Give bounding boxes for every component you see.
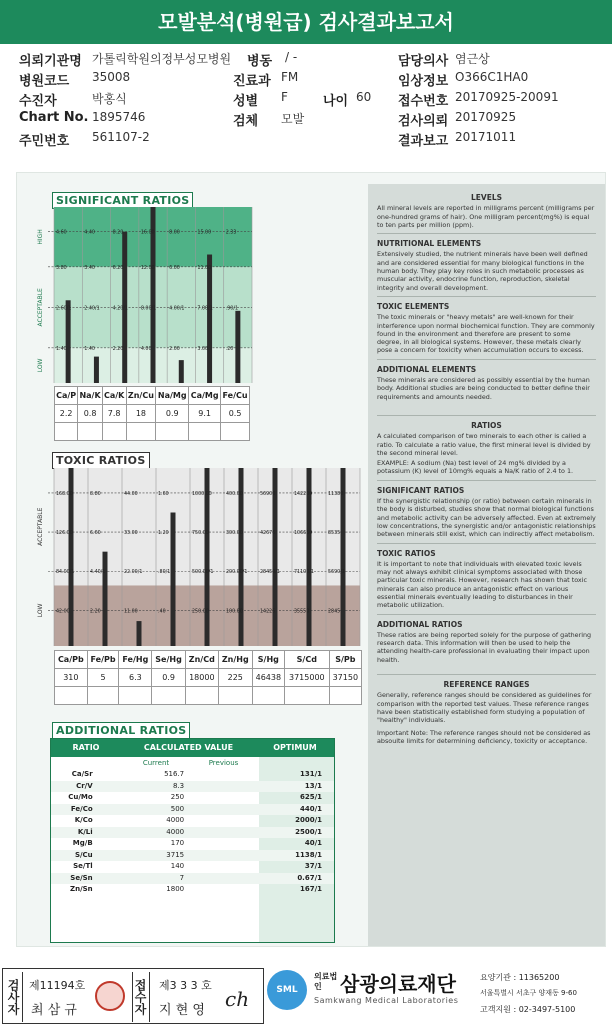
ratio-previous-cell	[87, 687, 119, 705]
signature: ch	[225, 987, 250, 1011]
ratio-header: RATIO	[72, 743, 100, 752]
age-label: 나이	[323, 94, 349, 109]
ratio-category: Na/K	[78, 387, 103, 405]
ratio-name: Fe/Co	[70, 804, 93, 813]
approver-name: 지 현 영	[159, 1003, 205, 1018]
ratio-category: Zn/Hg	[218, 651, 252, 669]
ratio-value: 0.8	[78, 405, 103, 423]
approver-number: 제3 3 3 호	[159, 979, 212, 992]
clinical-label: 임상정보	[398, 74, 449, 89]
ratio-category: Ca/Pb	[55, 651, 88, 669]
ratio-previous-cell	[126, 423, 156, 441]
band-label: LOW	[37, 603, 44, 618]
additional-ratios-title: ADDITIONAL RATIOS	[52, 722, 190, 739]
ratio-value: 0.5	[221, 405, 250, 423]
scale-label: 16.00	[140, 230, 155, 236]
org-prefix: 의료법인	[314, 972, 338, 991]
scale-label: 33.00	[124, 531, 138, 537]
ratio-value: 2.2	[55, 405, 78, 423]
current-value: 140	[170, 862, 185, 870]
previous-value	[190, 873, 254, 885]
scale-label: 15.00	[197, 230, 212, 236]
scale-label: 4.00	[140, 346, 152, 352]
current-value: 1800	[166, 885, 185, 893]
ratio-name: Cr/V	[76, 781, 93, 790]
scale-label: 2.20	[112, 346, 124, 352]
current-value: 4000	[166, 827, 185, 836]
inspector-name: 최 삼 규	[31, 1003, 77, 1018]
current-value: 170	[170, 839, 185, 847]
additional-row	[51, 838, 334, 850]
previous-subheader: Previous	[208, 759, 239, 767]
nutritional-text: Extensively studied, the nutrient minerals have been well defined and are considered essential for many biological functions in the human body. They play key roles in such metabolic processes as muscular activity, endocrine function, reproduction, skeletal integrity and overall development.	[377, 250, 588, 292]
toxic-ratios-heading: TOXIC RATIOS	[377, 548, 436, 558]
dept-label: 진료과	[233, 74, 271, 89]
scale-label: 1.40	[56, 346, 67, 352]
ward-label: 병동	[247, 54, 273, 69]
scale-label: 2.33	[225, 230, 237, 236]
ratio-previous-cell	[284, 687, 329, 705]
toxic-heading: TOXIC ELEMENTS	[377, 301, 450, 311]
org-english: Samkwang Medical Laboratories	[314, 996, 459, 1005]
ratio-category: Fe/Hg	[119, 651, 152, 669]
specimen-label: 검체	[233, 114, 259, 129]
scale-label: 1000.00	[192, 491, 212, 497]
previous-value	[190, 815, 254, 827]
ratio-name: K/Co	[74, 816, 93, 824]
scale-label: 2.60/1	[56, 306, 72, 312]
previous-value	[190, 838, 254, 850]
ratio-category: S/Cd	[284, 651, 329, 669]
additional-row	[51, 781, 334, 793]
specimen-value: 모발	[281, 112, 305, 126]
ratio-bar	[137, 621, 142, 646]
scale-label: 11.00	[124, 609, 138, 615]
band-label: HIGH	[37, 229, 44, 245]
signature-box	[2, 968, 264, 1024]
band-label: ACCEPTABLE	[37, 507, 44, 546]
inspector-label: 검사자	[5, 972, 23, 1022]
additional-row	[51, 792, 334, 804]
explanation-panel	[368, 184, 605, 946]
optimum-value: 167/1	[299, 885, 323, 893]
previous-value	[190, 827, 254, 839]
age-value: 60	[356, 90, 372, 104]
scale-label: 3.40	[84, 265, 95, 271]
ratio-name: S/Cu	[74, 850, 93, 859]
scale-label: .90/1	[225, 306, 239, 312]
significant-heading: SIGNIFICANT RATIOS	[377, 485, 465, 495]
additional-row	[51, 873, 334, 885]
seal-stamp	[95, 981, 125, 1011]
scale-label: 3.00	[197, 346, 209, 352]
ratio-previous-cell	[221, 423, 250, 441]
ratio-value: 0.9	[152, 669, 186, 687]
scale-label: .80/1	[158, 570, 171, 576]
significant-values-table	[54, 386, 250, 441]
scale-label: 500.00/1	[192, 570, 214, 576]
optimum-value: 2000/1	[295, 816, 323, 824]
previous-value	[190, 884, 254, 896]
code-value: 35008	[92, 70, 131, 84]
id-value: 561107-2	[92, 130, 150, 144]
scale-label: 4.40	[84, 230, 95, 236]
scale-label: 200.00/1	[226, 570, 248, 576]
current-value: 500	[170, 804, 185, 813]
scale-label: 4.40/1	[90, 570, 106, 576]
previous-value	[190, 804, 254, 816]
optimum-value: 440/1	[299, 804, 323, 813]
optimum-value: 625/1	[299, 793, 323, 801]
ratio-previous-cell	[189, 423, 221, 441]
ratio-previous-cell	[119, 687, 152, 705]
ratio-category: Zn/Cd	[185, 651, 218, 669]
band-label: ACCEPTABLE	[37, 288, 44, 327]
org-code: 요양기관 : 11365200	[480, 973, 560, 982]
scale-label: 750.00	[192, 531, 209, 537]
additional-row	[51, 815, 334, 827]
id-label: 주민번호	[19, 134, 70, 149]
ratio-name: Cu/Mo	[68, 793, 93, 801]
ratio-value: 46438	[252, 669, 284, 687]
ratio-value: 225	[218, 669, 252, 687]
ratio-category: Ca/Mg	[189, 387, 221, 405]
additional-rows	[51, 769, 334, 896]
scale-label: 12.00	[140, 265, 155, 271]
scale-label: 2845	[328, 609, 341, 615]
patient-info	[0, 48, 612, 150]
scale-label: 42.00	[56, 609, 70, 615]
sex-value: F	[281, 90, 288, 104]
chart-no-value: 1895746	[92, 110, 146, 124]
scale-label: 126.00	[56, 531, 73, 537]
scale-label: .20	[225, 346, 234, 352]
nutritional-heading: NUTRITIONAL ELEMENTS	[377, 239, 482, 249]
significant-ratios-chart	[34, 205, 256, 385]
ratio-bar	[66, 300, 71, 383]
important-note: Important Note: The reference ranges should not be considered as absoulte limits for determining deficiency, toxicity or acceptance.	[377, 728, 591, 745]
scale-label: 1.60	[158, 491, 169, 497]
ratio-name: Mg/B	[72, 839, 93, 847]
previous-value	[190, 769, 254, 781]
ratio-name: Ca/Sr	[71, 770, 93, 778]
levels-heading: LEVELS	[470, 193, 502, 202]
scale-label: 8.80	[90, 491, 101, 497]
org-phone: 고객지원 : 02-3497-5100	[480, 1005, 576, 1014]
scale-label: 142200	[294, 491, 313, 497]
reference-text: Generally, reference ranges should be considered as guidelines for comparison with the reported test values. These reference ranges have been statistically established form studying a population of "healthy" individuals.	[377, 691, 592, 725]
additional-row	[51, 804, 334, 816]
current-value: 516.7	[164, 770, 185, 778]
scale-label: 6.60	[90, 531, 101, 537]
scale-label: 22.00/1	[124, 570, 143, 576]
ratio-value: 9.1	[189, 405, 221, 423]
additional-ratios-table	[50, 738, 335, 943]
doctor-label: 담당의사	[398, 54, 449, 69]
current-subheader: Current	[142, 759, 170, 767]
ratio-previous-cell	[55, 687, 88, 705]
significant-text: If the synergistic relationship (or ratio) between certain minerals in the body is disturbed, studies show that normal biological functions and metabolic activity can be adversely affected. Even at extremely low concentrations, the synergistic and/or antagonistic relationships between minerals still exist, which can indirectly affect metabolism.	[377, 497, 596, 539]
scale-label: 3.80	[56, 265, 67, 271]
scale-label: 28450/1	[260, 570, 280, 576]
ratio-category: Fe/Pb	[87, 651, 119, 669]
scale-label: 84.00/1	[56, 570, 75, 576]
ratio-previous-cell	[218, 687, 252, 705]
additional-ratios-heading: ADDITIONAL RATIOS	[377, 619, 463, 629]
scale-label: 4.00/1	[169, 306, 185, 312]
ratio-previous-cell	[152, 687, 186, 705]
scale-label: 250.00	[192, 609, 209, 615]
ratio-previous-cell	[185, 687, 218, 705]
reference-heading: REFERENCE RANGES	[443, 680, 530, 690]
optimum-value: 37/1	[304, 862, 323, 870]
additional-row	[51, 827, 334, 839]
ratio-previous-cell	[55, 423, 78, 441]
org-address: 서울특별시 서초구 양재동 9-60	[480, 989, 577, 997]
patient-label: 수진자	[19, 94, 57, 109]
result-label: 결과보고	[398, 134, 449, 149]
toxic-ratios-text: It is important to note that individuals with elevated toxic levels may not always exhibit clinical symptoms associated with those particular toxic minerals. However, research has shown that toxic minerals can also produce an antagonistic effect on various essential minerals eventually leading to disturbances in their metabolic utilization.	[377, 559, 587, 610]
optimum-value: 1138/1	[295, 850, 323, 859]
scale-label: 1.40	[84, 346, 95, 352]
scale-label: 4.60	[56, 230, 67, 236]
ratio-name: Se/Tl	[73, 862, 93, 870]
current-value: 250	[170, 793, 185, 801]
request-label: 검사의뢰	[398, 114, 449, 129]
scale-label: 42675	[260, 531, 276, 537]
dept-value: FM	[281, 70, 299, 84]
ratio-category: Zn/Cu	[126, 387, 156, 405]
current-value: 8.3	[172, 781, 185, 790]
ratios-text: A calculated comparison of two minerals to each other is called a ratio. To calculate a ratio value, the first mineral level is divided by the second mineral level.	[377, 432, 591, 457]
scale-label: 300.00	[226, 531, 243, 537]
toxic-values-table	[54, 650, 362, 705]
previous-value	[190, 781, 254, 793]
additional-row	[51, 850, 334, 862]
scale-label: 6.20	[112, 265, 124, 271]
ratio-category: Ca/K	[102, 387, 126, 405]
scale-label: 106650	[294, 531, 313, 537]
scale-label: 71100/1	[294, 570, 314, 576]
scale-label: 8.00/1	[140, 306, 157, 312]
scale-label: 8.00	[169, 230, 180, 236]
additional-text: These minerals are considered as possibly essential by the human body. Additional studies are being conducted to better define their requirements and amounts needed.	[377, 376, 590, 401]
receipt-label: 접수번호	[398, 94, 449, 109]
optimum-value: 40/1	[304, 839, 323, 847]
ratio-previous-cell	[252, 687, 284, 705]
report-title: 모발분석(병원급) 검사결과보고서	[0, 0, 612, 44]
scale-label: 4.20/1	[112, 306, 128, 312]
ratio-previous-cell	[78, 423, 103, 441]
clinical-value: O366C1HA0	[455, 70, 529, 84]
ratio-category: Na/Mg	[156, 387, 189, 405]
levels-text: All mineral levels are reported in milligrams percent (milligrams per one-hundred grams of hair). One milligram percent(mg%) is equal to ten parts per million (ppm).	[377, 204, 595, 229]
scale-label: 56900	[260, 491, 276, 497]
scale-label: 44.00	[124, 491, 138, 497]
scale-label: 168.00	[56, 491, 73, 497]
scale-label: 100.00	[226, 609, 243, 615]
ratio-bar	[235, 311, 240, 383]
significant-ratios-title: SIGNIFICANT RATIOS	[52, 192, 193, 209]
inspector-number: 제11194호	[29, 979, 86, 992]
current-value: 7	[179, 873, 185, 882]
additional-row	[51, 769, 334, 781]
ratio-bar	[94, 357, 99, 383]
ratio-value: 0.9	[156, 405, 189, 423]
ratio-value: 18	[126, 405, 156, 423]
scale-label: 8535	[328, 531, 341, 537]
scale-label: 8.20	[112, 230, 124, 236]
ward-value: / -	[285, 50, 298, 64]
optimum-header: OPTIMUM	[273, 743, 317, 752]
scale-label: 11380	[328, 491, 344, 497]
ratio-previous-cell	[329, 687, 361, 705]
receipt-value: 20170925-20091	[455, 90, 559, 104]
ratio-category: S/Hg	[252, 651, 284, 669]
org-name: 삼광의료재단	[340, 972, 456, 996]
ratio-category: Ca/P	[55, 387, 78, 405]
ratio-value: 37150	[329, 669, 361, 687]
current-value: 3715	[166, 850, 185, 859]
hospital-value: 가톨릭학원의정부성모병원	[92, 52, 232, 66]
previous-value	[190, 861, 254, 873]
scale-label: 2.20	[90, 609, 101, 615]
optimum-value: 13/1	[304, 781, 323, 790]
toxic-ratios-title: TOXIC RATIOS	[52, 452, 150, 469]
band-label: LOW	[37, 358, 44, 373]
additional-header	[51, 739, 334, 757]
additional-heading: ADDITIONAL ELEMENTS	[377, 364, 477, 374]
result-value: 20171011	[455, 130, 517, 144]
scale-label: 6.00	[169, 265, 180, 271]
additional-ratios-text: These ratios are being reported solely for the purpose of gathering research data. This information will then be used to help the attending health-care professional in evaluating their impact upon health.	[377, 630, 592, 664]
ratio-value: 18000	[185, 669, 218, 687]
ratio-bar	[207, 255, 212, 383]
optimum-value: 0.67/1	[297, 873, 323, 882]
approver-label: 접수자	[132, 972, 150, 1022]
ratio-category: Se/Hg	[152, 651, 186, 669]
ratio-value: 3715000	[284, 669, 329, 687]
previous-value	[190, 792, 254, 804]
ratio-bar	[179, 360, 184, 383]
ratio-previous-cell	[156, 423, 189, 441]
request-value: 20170925	[455, 110, 517, 124]
scale-label: 2.40/1	[84, 306, 100, 312]
toxic-text: The toxic minerals or "heavy metals" are well-known for their interference upon normal biochemical function. They are commonly found in the environment and therefore are present to some degree, in all biological systems. However, these metals clearly pose a concern for toxicity when accumulation occurs to excess.	[377, 313, 595, 355]
ratio-value: 6.3	[119, 669, 152, 687]
ratios-example: EXAMPLE: A sodium (Na) test level of 24 mg% divided by a potassium (K) level of 10mg% equals a Na/K ratio of 2.4 to 1.	[377, 459, 574, 476]
code-label: 병원코드	[19, 74, 70, 89]
sml-logo: SML	[267, 970, 307, 1010]
scale-label: 11.00	[197, 265, 212, 271]
additional-row	[51, 861, 334, 873]
ratio-name: Se/Sn	[70, 873, 93, 882]
toxic-ratios-chart	[34, 466, 364, 648]
scale-label: 7.00/1	[197, 306, 213, 312]
scale-label: 14225	[260, 609, 276, 615]
current-value: 4000	[166, 816, 185, 824]
patient-value: 박홍식	[92, 92, 127, 106]
ratio-name: K/Li	[77, 827, 93, 836]
chart-no-label: Chart No.	[19, 110, 89, 125]
calculated-header: CALCULATED VALUE	[143, 743, 234, 752]
ratio-category: Fe/Cu	[221, 387, 250, 405]
ratio-name: Zn/Sn	[70, 885, 93, 893]
ratio-value: 7.8	[102, 405, 126, 423]
scale-label: 400.00	[226, 491, 243, 497]
ratio-value: 310	[55, 669, 88, 687]
scale-label: 5690/1	[328, 570, 345, 576]
previous-value	[190, 850, 254, 862]
hospital-label: 의뢰기관명	[19, 54, 82, 69]
ratio-bar	[103, 552, 108, 646]
sex-label: 성별	[233, 94, 259, 109]
ratio-category: S/Pb	[329, 651, 361, 669]
scale-label: .40	[158, 609, 166, 615]
doctor-value: 염근상	[455, 52, 490, 66]
ratio-bar	[171, 513, 176, 647]
ratio-previous-cell	[102, 423, 126, 441]
optimum-value: 131/1	[299, 770, 323, 778]
optimum-value: 2500/1	[295, 827, 323, 836]
scale-label: 35550	[294, 609, 310, 615]
scale-label: 2.00	[169, 346, 180, 352]
scale-label: 1.20	[158, 531, 169, 537]
additional-row	[51, 884, 334, 896]
ratios-heading: RATIOS	[471, 420, 502, 430]
ratio-value: 5	[87, 669, 119, 687]
footer	[0, 966, 612, 1028]
